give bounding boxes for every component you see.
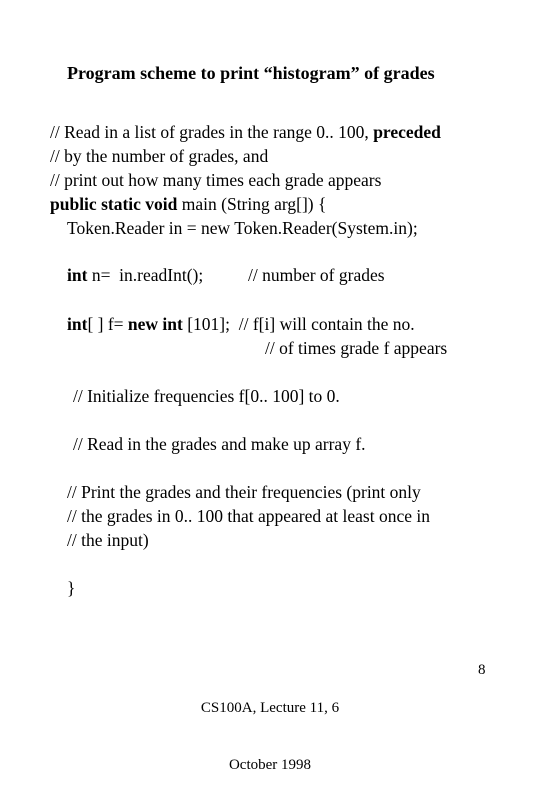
page-number: 8 — [478, 662, 486, 678]
footer-course-info — [200, 661, 340, 794]
comment-line-2: // by the number of grades, and — [50, 146, 269, 166]
comment-line-1 — [50, 122, 441, 142]
comment-line-3: // print out how many times each grade appears — [50, 170, 382, 190]
array-size-and-comment: [101]; // f[i] will contain the no. — [182, 314, 415, 334]
method-name: main (String arg[]) { — [177, 194, 327, 214]
initialize-comment: // Initialize frequencies f[0.. 100] to 0. — [73, 386, 340, 406]
footer-course-line-1: CS100A, Lecture 11, 6 — [200, 700, 340, 716]
new-int-keyword: new int — [127, 314, 183, 334]
number-of-grades-comment: // number of grades — [248, 265, 385, 285]
method-modifiers: public static void — [50, 194, 178, 214]
array-comment-continuation: // of times grade f appears — [265, 338, 448, 358]
comment-text: // Read in a list of grades in the range 0.. 100, — [50, 122, 374, 142]
keyword-preceded: preceded — [373, 122, 441, 142]
array-declaration-line — [67, 314, 415, 334]
method-signature — [50, 194, 326, 214]
footer-course-line-2: October 1998 — [228, 757, 312, 773]
closing-brace: } — [67, 578, 76, 598]
print-comment-2: // the grades in 0.. 100 that appeared at least once in — [67, 506, 430, 526]
token-reader-line: Token.Reader in = new Token.Reader(System.in); — [67, 218, 418, 238]
int-keyword: int — [67, 314, 88, 334]
print-comment-3: // the input) — [67, 530, 149, 550]
array-decl-code: [ ] f= — [87, 314, 128, 334]
slide-title: Program scheme to print “histogram” of grades — [67, 63, 435, 83]
read-int-code: n= in.readInt(); — [87, 265, 204, 285]
print-comment-1: // Print the grades and their frequencies (print only — [67, 482, 421, 502]
read-int-line — [67, 265, 203, 285]
int-keyword: int — [67, 265, 88, 285]
read-grades-comment: // Read in the grades and make up array f. — [73, 434, 366, 454]
